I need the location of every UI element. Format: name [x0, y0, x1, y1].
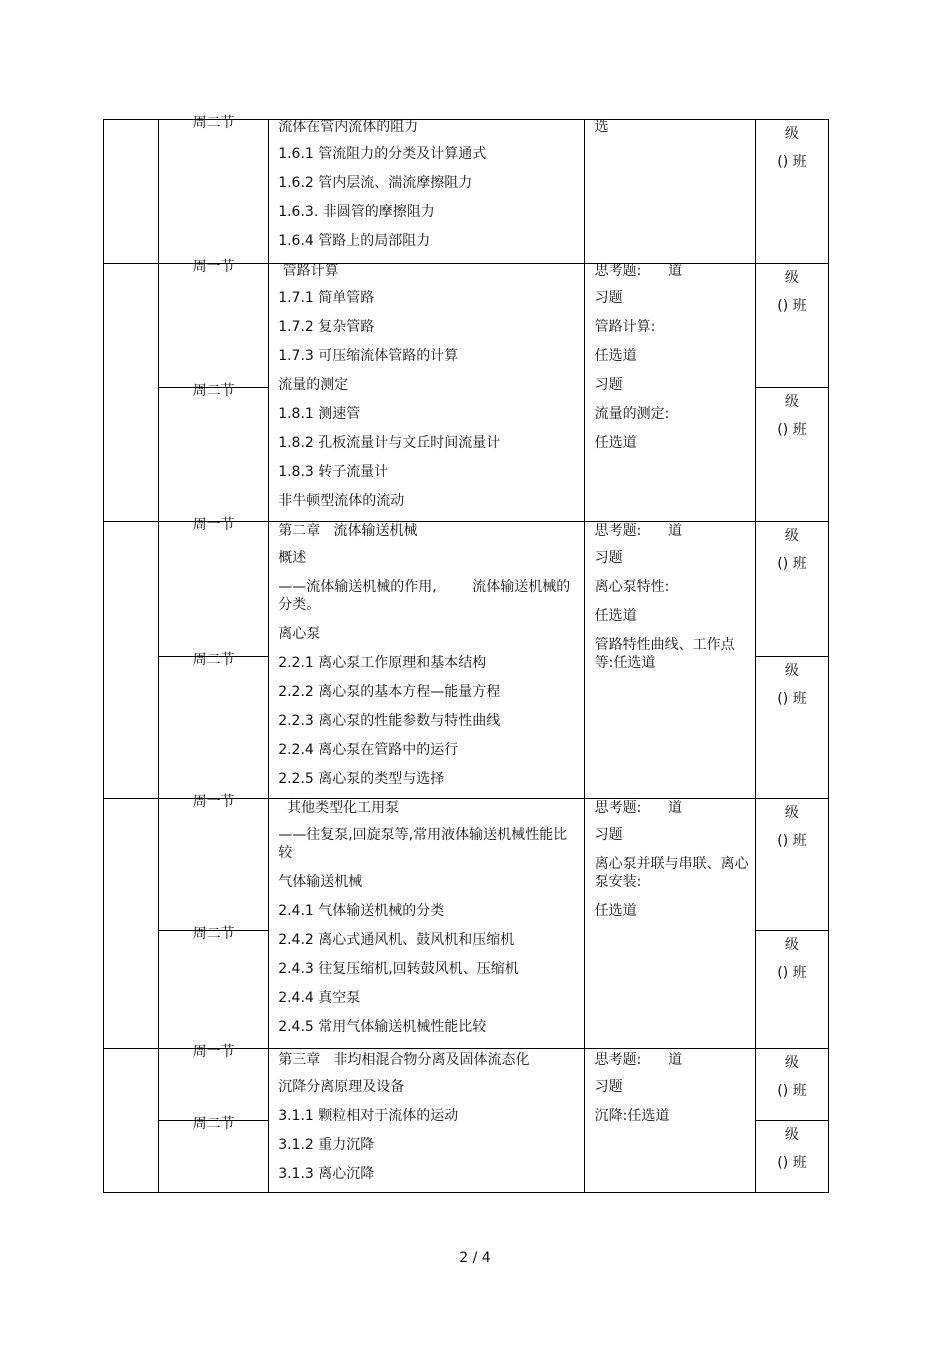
session-cell: [159, 259, 269, 388]
homework-cell: [584, 120, 755, 264]
homework-line: 流量的测定:: [594, 406, 670, 422]
session-cell: [159, 517, 269, 657]
homework-line: 习题: [594, 290, 623, 306]
content-line: 1.7.3 可压缩流体管路的计算: [278, 348, 459, 364]
content-line: 2.2.1 离心泵工作原理和基本结构: [278, 655, 487, 671]
content-line: 2.2.5 离心泵的类型与选择: [278, 771, 445, 787]
content-line: 1.7.1 简单管路: [278, 290, 375, 306]
session-label: 周一节: [192, 1044, 235, 1060]
class-cell: [755, 799, 828, 931]
class-label: () 班: [777, 1155, 807, 1171]
homework-cell: [584, 799, 755, 1049]
homework-line: 思考题: 道: [594, 263, 683, 279]
content-line: 1.6.2 管内层流、湍流摩擦阻力: [278, 175, 473, 191]
session-label: 周二节: [192, 652, 235, 668]
homework-line: 思考题: 道: [594, 800, 683, 816]
content-line: 1.7.2 复杂管路: [278, 319, 375, 335]
content-line: 3.1.2 重力沉降: [278, 1137, 375, 1153]
content-line: 气体输送机械: [278, 874, 363, 890]
blank-cell: [104, 120, 159, 264]
homework-cell: [584, 522, 755, 799]
session-cell: [159, 926, 269, 1049]
homework-line: 沉降:任选道: [594, 1108, 670, 1124]
session-cell: [159, 1044, 269, 1121]
content-line: 流体在管内流体的阻力: [278, 119, 419, 135]
content-line: 2.2.3 离心泵的性能参数与特性曲线: [278, 713, 501, 729]
content-line: 概述: [278, 550, 307, 566]
content-line: 3.1.1 颗粒相对于流体的运动: [278, 1108, 459, 1124]
class-label: () 班: [777, 965, 807, 981]
homework-line: 任选道: [594, 608, 637, 624]
content-line: ——往复泵,回旋泵等,常用液体输送机械性能比较: [278, 827, 568, 861]
content-cell: [269, 120, 584, 264]
session-label: 周一节: [192, 794, 235, 810]
content-line: 非牛顿型流体的流动: [278, 493, 405, 509]
blank-cell: [104, 799, 159, 1049]
session-cell: [159, 794, 269, 931]
session-cell: [159, 115, 269, 264]
grade-label: 级: [784, 126, 799, 142]
content-line: 1.6.1 管流阻力的分类及计算通式: [278, 146, 487, 162]
content-line: 1.6.4 管路上的局部阻力: [278, 233, 431, 249]
homework-line: 任选道: [594, 435, 637, 451]
class-cell: [755, 264, 828, 388]
grade-label: 级: [784, 937, 799, 953]
class-label: () 班: [777, 833, 807, 849]
class-cell: [755, 1049, 828, 1121]
homework-line: 习题: [594, 827, 623, 843]
homework-line: 习题: [594, 377, 623, 393]
homework-line: 选: [594, 119, 609, 135]
class-cell: [755, 1121, 828, 1193]
content-line: 管路计算: [278, 263, 339, 279]
homework-line: 离心泵并联与串联、离心泵安装:: [594, 856, 749, 890]
class-cell: [755, 120, 828, 264]
page-number: 2 / 4: [459, 1250, 491, 1266]
grade-label: 级: [784, 1055, 799, 1071]
session-cell: [159, 1116, 269, 1193]
blank-cell: [104, 522, 159, 799]
content-line: ——流体输送机械的作用, 流体输送机械的分类。: [278, 579, 571, 613]
session-label: 周一节: [192, 259, 235, 275]
session-label: 周一节: [192, 517, 235, 533]
content-line: 2.4.3 往复压缩机,回转鼓风机、压缩机: [278, 961, 519, 977]
content-line: 2.2.4 离心泵在管路中的运行: [278, 742, 459, 758]
homework-cell: [584, 264, 755, 522]
homework-line: 习题: [594, 550, 623, 566]
blank-cell: [104, 264, 159, 522]
session-cell: [159, 652, 269, 799]
grade-label: 级: [784, 805, 799, 821]
homework-line: 习题: [594, 1079, 623, 1095]
class-label: () 班: [777, 691, 807, 707]
grade-label: 级: [784, 663, 799, 679]
homework-line: 思考题: 道: [594, 1052, 683, 1068]
session-cell: [159, 383, 269, 522]
content-line: 1.6.3. 非圆管的摩擦阻力: [278, 204, 435, 220]
session-label: 周二节: [192, 1116, 235, 1132]
class-label: () 班: [777, 298, 807, 314]
table-row: [104, 1049, 829, 1121]
class-cell: [755, 522, 828, 657]
content-line: 2.4.5 常用气体输送机械性能比较: [278, 1019, 487, 1035]
homework-line: 管路特性曲线、工作点等:任选道: [594, 637, 735, 671]
content-line: 1.8.2 孔板流量计与文丘时间流量计: [278, 435, 501, 451]
content-line: 流量的测定: [278, 377, 349, 393]
table-row: [104, 120, 829, 264]
homework-line: 离心泵特性:: [594, 579, 670, 595]
table-row: [104, 522, 829, 657]
table-row: [104, 799, 829, 931]
homework-line: 任选道: [594, 348, 637, 364]
class-label: () 班: [777, 1083, 807, 1099]
grade-label: 级: [784, 1127, 799, 1143]
content-line: 2.4.1 气体输送机械的分类: [278, 903, 445, 919]
course-schedule-table: [103, 115, 829, 1193]
content-line: 3.1.3 离心沉降: [278, 1166, 375, 1182]
session-label: 周二节: [192, 926, 235, 942]
table-row: [104, 264, 829, 388]
content-line: 离心泵: [278, 626, 321, 642]
content-line: 沉降分离原理及设备: [278, 1079, 405, 1095]
content-line: 2.2.2 离心泵的基本方程—能量方程: [278, 684, 501, 700]
content-line: 第三章 非均相混合物分离及固体流态化: [278, 1052, 530, 1068]
content-line: 其他类型化工用泵: [278, 800, 400, 816]
grade-label: 级: [784, 394, 799, 410]
grade-label: 级: [784, 528, 799, 544]
homework-line: 思考题: 道: [594, 523, 683, 539]
content-line: 2.4.4 真空泵: [278, 990, 361, 1006]
class-label: () 班: [777, 556, 807, 572]
class-cell: [755, 388, 828, 522]
blank-cell: [104, 1049, 159, 1193]
content-line: 1.8.3 转子流量计: [278, 464, 389, 480]
grade-label: 级: [784, 270, 799, 286]
class-cell: [755, 657, 828, 799]
session-label: 周二节: [192, 383, 235, 399]
class-cell: [755, 931, 828, 1049]
content-cell: [269, 264, 584, 522]
homework-line: 任选道: [594, 903, 637, 919]
content-cell: [269, 799, 584, 1049]
content-line: 第二章 流体输送机械: [278, 523, 418, 539]
content-cell: [269, 522, 584, 799]
content-line: 1.8.1 测速管: [278, 406, 361, 422]
homework-line: 管路计算:: [594, 319, 656, 335]
class-label: () 班: [777, 422, 807, 438]
content-line: 2.4.2 离心式通风机、鼓风机和压缩机: [278, 932, 515, 948]
homework-cell: [584, 1049, 755, 1193]
class-label: () 班: [777, 154, 807, 170]
content-cell: [269, 1049, 584, 1193]
session-label: 周二节: [192, 115, 235, 131]
